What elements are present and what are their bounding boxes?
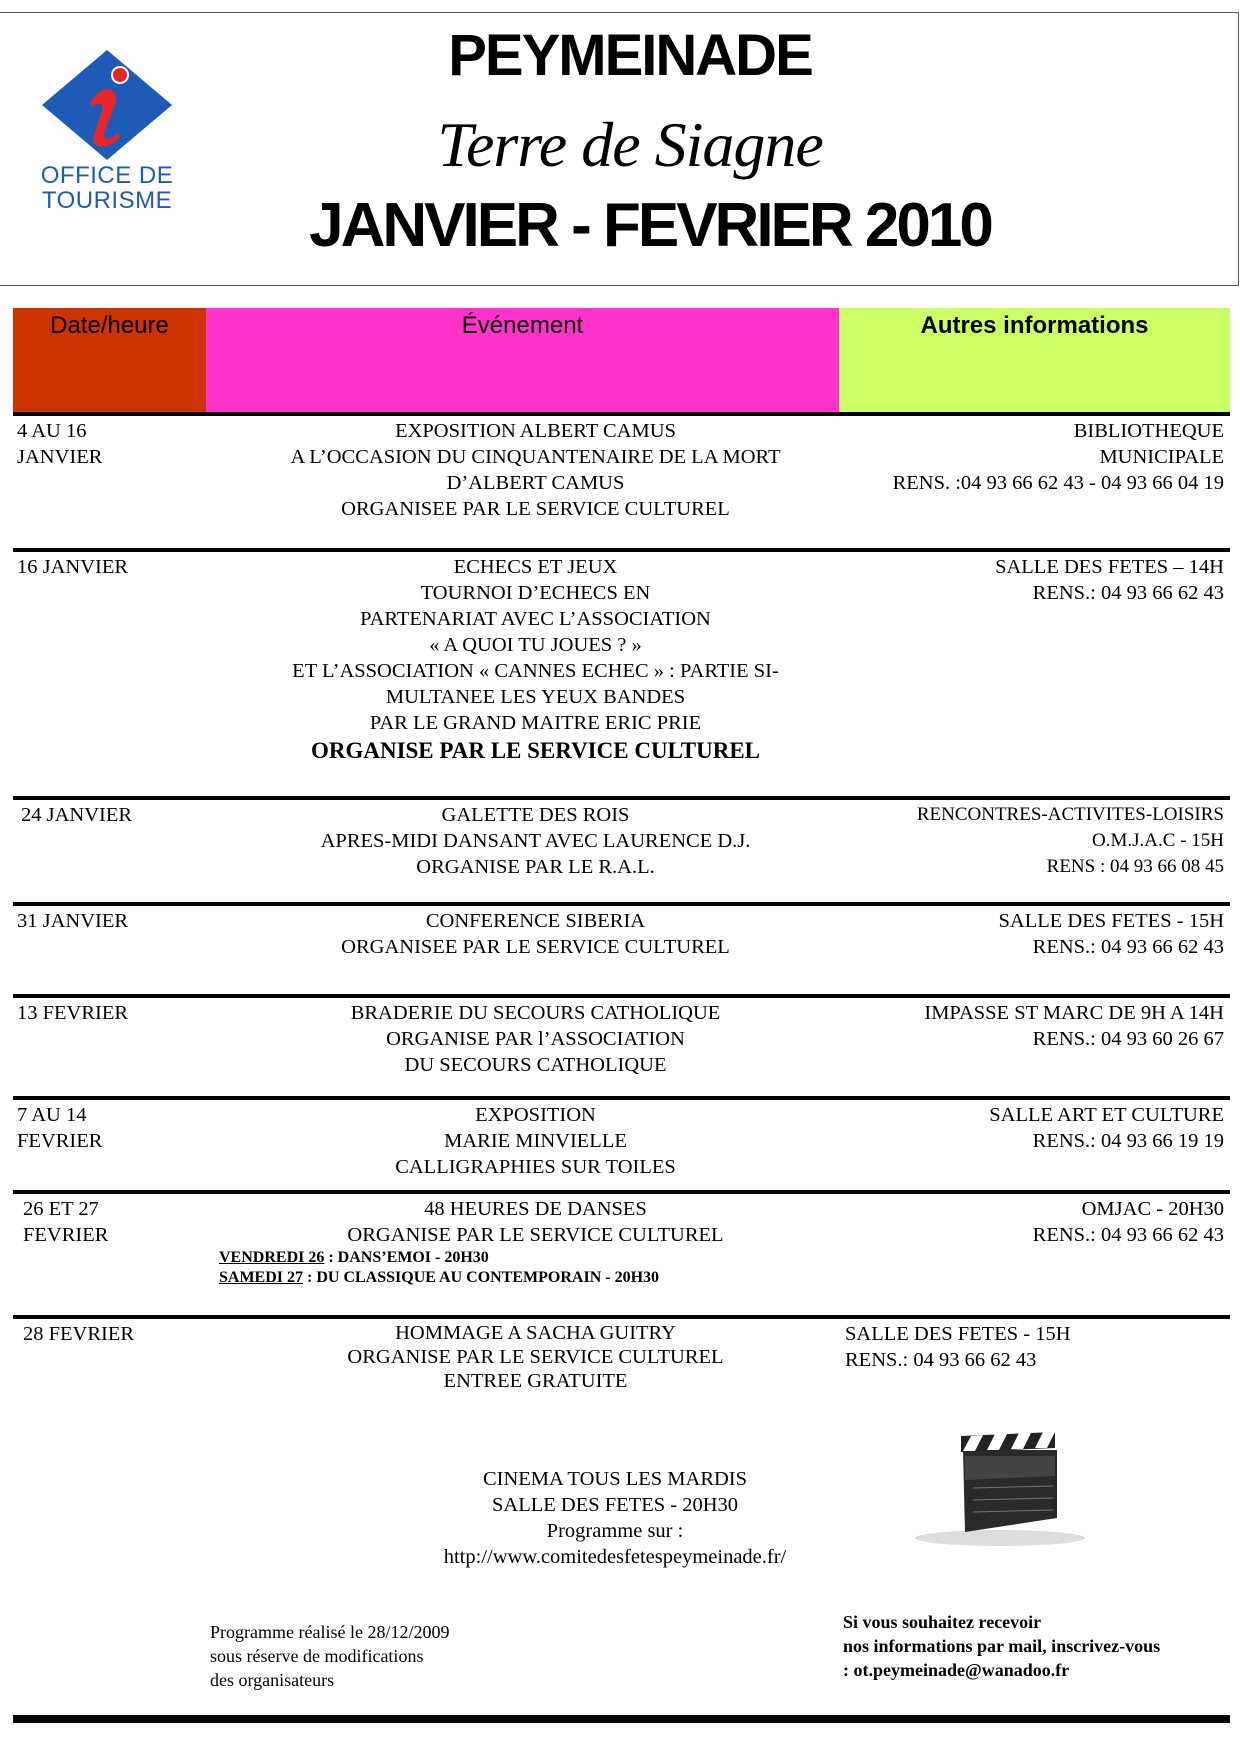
period-title: JANVIER - FEVRIER 2010 bbox=[309, 191, 991, 260]
info-line: RENS.: 04 93 60 26 67 bbox=[1032, 1028, 1224, 1050]
newsletter-note-line: nos informations par mail, inscrivez-vous bbox=[843, 1636, 1161, 1656]
event-line: APRES-MIDI DANSANT AVEC LAURENCE D.J. bbox=[320, 830, 751, 852]
town-subtitle: Terre de Siagne bbox=[437, 109, 823, 180]
logo-line-2: TOURISME bbox=[41, 187, 173, 214]
programme-note bbox=[210, 1620, 449, 1692]
column-header-event-label: Événement bbox=[461, 312, 584, 339]
event-date: 31 JANVIER bbox=[17, 910, 129, 932]
event-info bbox=[804, 418, 1224, 496]
logo-line-1: OFFICE DE bbox=[40, 162, 174, 189]
row-divider bbox=[13, 1315, 1230, 1319]
event-date: 16 JANVIER bbox=[17, 556, 129, 578]
event-info bbox=[804, 554, 1224, 606]
row-divider bbox=[13, 1096, 1230, 1100]
event-line: ORGANISEE PAR LE SERVICE CULTUREL bbox=[341, 498, 730, 520]
row-divider bbox=[13, 796, 1230, 800]
event-line: ORGANISEE PAR LE SERVICE CULTUREL bbox=[341, 936, 730, 958]
event-description bbox=[219, 418, 852, 522]
event-line: GALETTE DES ROIS bbox=[441, 804, 630, 826]
event-info bbox=[804, 908, 1224, 960]
info-line: RENS.: 04 93 66 62 43 bbox=[1032, 1224, 1224, 1246]
row-divider bbox=[13, 1190, 1230, 1194]
event-description bbox=[219, 1102, 852, 1180]
event-description bbox=[219, 1321, 852, 1393]
event-line: BRADERIE DU SECOURS CATHOLIQUE bbox=[350, 1002, 721, 1024]
event-line: ENTREE GRATUITE bbox=[443, 1370, 628, 1392]
info-line: SALLE ART ET CULTURE bbox=[989, 1104, 1224, 1126]
event-date: 28 FEVRIER bbox=[23, 1323, 135, 1345]
event-line: CALLIGRAPHIES SUR TOILES bbox=[395, 1156, 676, 1178]
event-line: ORGANISE PAR LE R.A.L. bbox=[416, 856, 655, 878]
event-line: 48 HEURES DE DANSES bbox=[424, 1198, 647, 1220]
event-date: 4 AU 16 JANVIER bbox=[17, 420, 103, 468]
event-line: EXPOSITION ALBERT CAMUS bbox=[395, 420, 676, 442]
info-line: BIBLIOTHEQUE bbox=[1073, 420, 1224, 442]
event-description bbox=[219, 554, 852, 766]
event-line: ORGANISE PAR LE SERVICE CULTUREL bbox=[347, 1346, 724, 1368]
event-line: EXPOSITION bbox=[475, 1104, 596, 1126]
event-date: 26 ET 27 FEVRIER bbox=[23, 1198, 109, 1246]
event-line: ET L’ASSOCIATION « CANNES ECHEC » : PARTIE SI- bbox=[292, 660, 779, 682]
newsletter-note bbox=[843, 1610, 1160, 1682]
info-line: RENS.: 04 93 66 62 43 bbox=[845, 1349, 1037, 1371]
newsletter-note-line: Si vous souhaitez recevoir bbox=[843, 1612, 1042, 1632]
programme-note-line: sous réserve de modifications bbox=[210, 1646, 424, 1666]
event-subline-text: : DU CLASSIQUE AU CONTEMPORAIN - 20H30 bbox=[303, 1269, 660, 1286]
info-line: MUNICIPALE bbox=[1099, 446, 1224, 468]
event-subline-day: SAMEDI 27 bbox=[219, 1269, 304, 1286]
info-line: RENS.: 04 93 66 19 19 bbox=[1032, 1130, 1224, 1152]
event-info bbox=[804, 1196, 1224, 1248]
clapperboard-icon bbox=[905, 1428, 1095, 1548]
event-line: « A QUOI TU JOUES ? » bbox=[429, 634, 642, 656]
event-date: 24 JANVIER bbox=[21, 804, 133, 826]
event-subline-day: VENDREDI 26 bbox=[219, 1249, 325, 1266]
cinema-line-1: CINEMA TOUS LES MARDIS bbox=[482, 1468, 748, 1490]
column-header-info bbox=[839, 308, 1230, 412]
event-info bbox=[804, 1000, 1224, 1052]
cinema-url-link[interactable]: http://www.comitedesfetespeymeinade.fr/ bbox=[443, 1546, 787, 1568]
event-line: TOURNOI D’ECHECS EN bbox=[420, 582, 651, 604]
column-header-date bbox=[13, 308, 206, 412]
event-description bbox=[219, 802, 852, 880]
row-divider bbox=[13, 412, 1230, 416]
event-line: A L’OCCASION DU CINQUANTENAIRE DE LA MORT bbox=[290, 446, 781, 468]
event-line: D’ALBERT CAMUS bbox=[446, 472, 625, 494]
event-line: PARTENARIAT AVEC L’ASSOCIATION bbox=[360, 608, 711, 630]
row-divider bbox=[13, 994, 1230, 998]
info-line: RENS : 04 93 66 08 45 bbox=[1046, 856, 1224, 877]
column-header-date-label: Date/heure bbox=[50, 312, 169, 339]
event-info bbox=[804, 1102, 1224, 1154]
event-line: ORGANISE PAR l’ASSOCIATION bbox=[386, 1028, 685, 1050]
programme-note-line: Programme réalisé le 28/12/2009 bbox=[210, 1622, 450, 1642]
event-description bbox=[219, 908, 852, 960]
info-line: SALLE DES FETES – 14H bbox=[995, 556, 1224, 578]
event-subline-text: : DANS’EMOI - 20H30 bbox=[324, 1249, 489, 1266]
row-divider bbox=[13, 548, 1230, 552]
event-line: ECHECS ET JEUX bbox=[453, 556, 618, 578]
event-date: 7 AU 14 FEVRIER bbox=[17, 1104, 103, 1152]
row-divider bbox=[13, 902, 1230, 906]
info-line: SALLE DES FETES - 15H bbox=[845, 1323, 1071, 1345]
programme-note-line: des organisateurs bbox=[210, 1670, 335, 1690]
event-subline bbox=[219, 1268, 852, 1288]
info-line: SALLE DES FETES - 15H bbox=[998, 910, 1224, 932]
event-line: MULTANEE LES YEUX BANDES bbox=[385, 686, 686, 708]
newsletter-email-link[interactable]: : ot.peymeinade@wanadoo.fr bbox=[843, 1660, 1070, 1680]
town-title: PEYMEINADE bbox=[448, 23, 812, 88]
event-line: ORGANISE PAR LE SERVICE CULTUREL bbox=[347, 1224, 724, 1246]
info-diamond-icon bbox=[32, 45, 182, 165]
event-info bbox=[804, 802, 1224, 880]
event-line: MARIE MINVIELLE bbox=[444, 1130, 627, 1152]
info-line: IMPASSE ST MARC DE 9H A 14H bbox=[924, 1002, 1224, 1024]
column-header-info-label: Autres informations bbox=[920, 312, 1149, 339]
event-subline bbox=[219, 1248, 852, 1268]
info-line: RENS. :04 93 66 62 43 - 04 93 66 04 19 bbox=[892, 472, 1224, 494]
info-line: O.M.J.A.C - 15H bbox=[1092, 830, 1224, 851]
info-line: RENCONTRES-ACTIVITES-LOISIRS bbox=[916, 804, 1224, 825]
bottom-divider bbox=[13, 1715, 1230, 1723]
event-description bbox=[219, 1000, 852, 1078]
info-line: RENS.: 04 93 66 62 43 bbox=[1032, 582, 1224, 604]
event-line: PAR LE GRAND MAITRE ERIC PRIE bbox=[369, 712, 702, 734]
event-line: DU SECOURS CATHOLIQUE bbox=[404, 1054, 667, 1076]
cinema-line-2: SALLE DES FETES - 20H30 bbox=[492, 1494, 738, 1516]
event-info bbox=[845, 1321, 1240, 1373]
event-organiser: ORGANISE PAR LE SERVICE CULTUREL bbox=[310, 738, 761, 763]
column-header-event bbox=[206, 308, 839, 412]
event-date: 13 FEVRIER bbox=[17, 1002, 129, 1024]
cinema-notice bbox=[400, 1466, 830, 1570]
event-line: HOMMAGE A SACHA GUITRY bbox=[395, 1322, 676, 1344]
event-description bbox=[219, 1196, 852, 1288]
event-line: CONFERENCE SIBERIA bbox=[425, 910, 646, 932]
cinema-line-3: Programme sur : bbox=[546, 1520, 684, 1542]
info-line: OMJAC - 20H30 bbox=[1081, 1198, 1224, 1220]
info-line: RENS.: 04 93 66 62 43 bbox=[1032, 936, 1224, 958]
